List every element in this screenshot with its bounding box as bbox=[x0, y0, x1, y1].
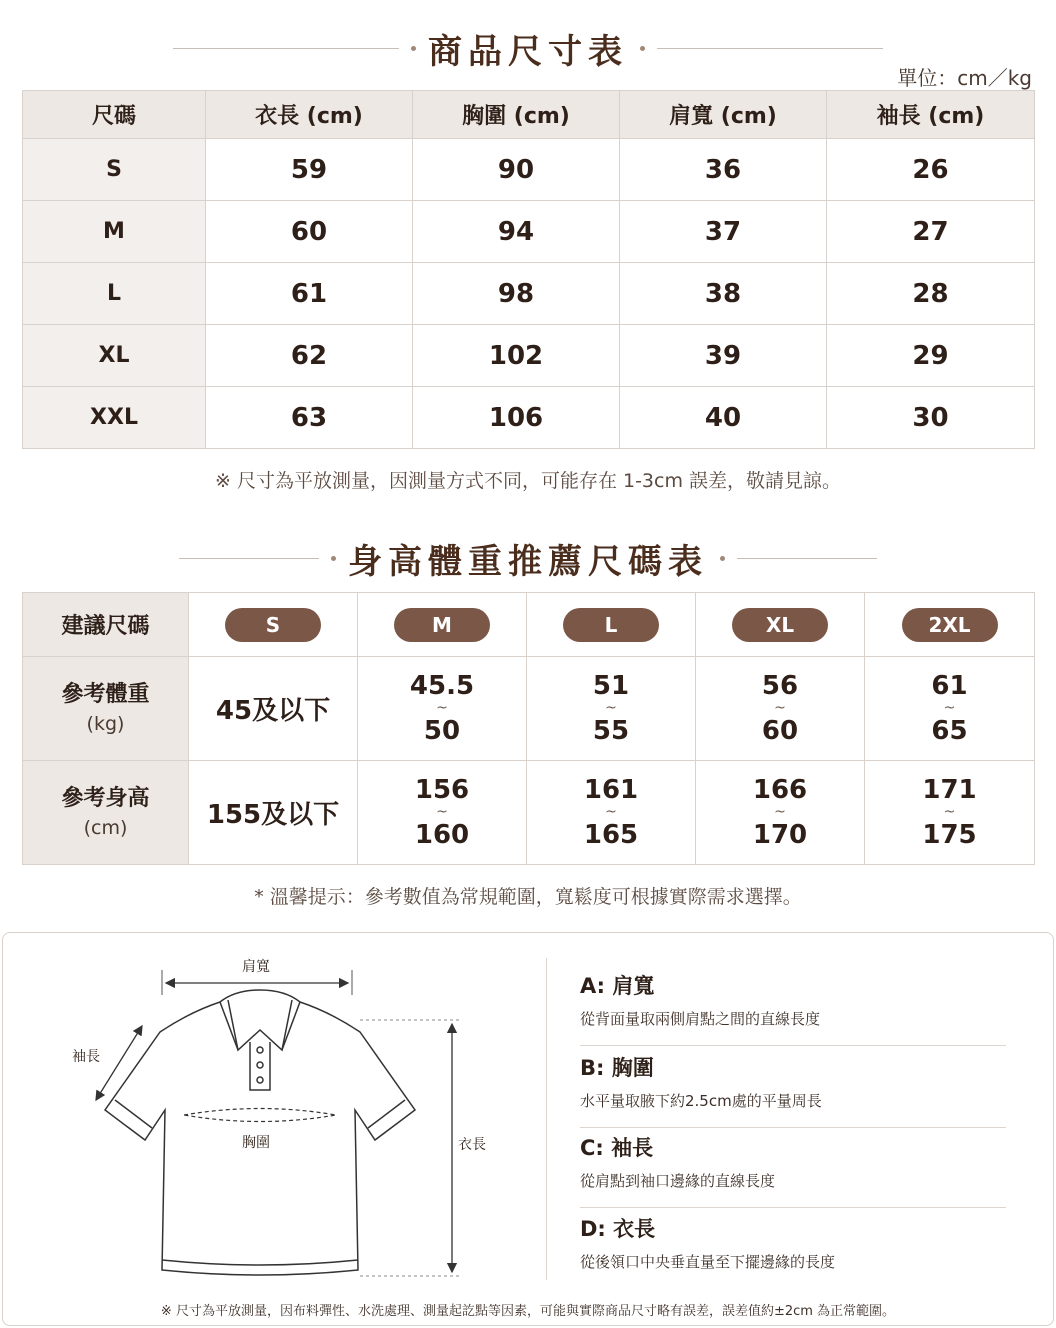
measurement-title: B: 胸圍 bbox=[580, 1056, 654, 1080]
footer-note: ※ 尺寸為平放測量，因布料彈性、水洗處理、測量起訖點等因素，可能與實際商品尺寸略有誤差，誤差值約±2cm 為正常範圍。 bbox=[160, 1304, 896, 1319]
size-chart-header-row bbox=[23, 91, 1035, 139]
measurement-desc: 從肩點到袖口邊緣的直線長度 bbox=[580, 1172, 776, 1190]
header-chest: 胸圍 (cm) bbox=[413, 91, 620, 139]
unit-label: 單位：cm／kg bbox=[897, 66, 1032, 90]
title-dot bbox=[640, 46, 645, 51]
range-to: 160 bbox=[414, 819, 470, 850]
range-to: 50 bbox=[423, 715, 461, 746]
size-pill: XL bbox=[732, 608, 828, 642]
header-sleeve: 袖長 (cm) bbox=[827, 91, 1035, 139]
measurement-desc: 從背面量取兩側肩點之間的直線長度 bbox=[580, 1010, 821, 1028]
size-chart-title: 商品尺寸表 bbox=[428, 32, 628, 72]
header-shoulder: 肩寬 (cm) bbox=[620, 91, 827, 139]
height-s-value: 155及以下 bbox=[189, 761, 358, 865]
weight-row bbox=[23, 657, 1035, 761]
range-from: 51 bbox=[592, 670, 630, 701]
range-tilde: ~ bbox=[943, 700, 956, 717]
range-tilde: ~ bbox=[774, 804, 786, 821]
title-line-left bbox=[179, 558, 319, 559]
diagram-label-shoulder: 肩寬 bbox=[242, 959, 270, 975]
measurement-title: A: 肩寬 bbox=[580, 974, 655, 998]
recommend-chart-title-row bbox=[0, 534, 1056, 583]
table-row bbox=[23, 201, 1035, 263]
title-dot bbox=[411, 46, 416, 51]
weight-unit: (kg) bbox=[86, 712, 125, 735]
size-pill-cell bbox=[865, 593, 1035, 657]
measurement-item bbox=[580, 1132, 1006, 1208]
size-pill: L bbox=[563, 608, 659, 642]
panel-divider bbox=[546, 958, 547, 1280]
recommend-chart-title: 身高體重推薦尺碼表 bbox=[348, 542, 708, 582]
table-row bbox=[23, 325, 1035, 387]
range-to: 55 bbox=[592, 715, 630, 746]
title-line-right bbox=[737, 558, 877, 559]
table-row bbox=[23, 263, 1035, 325]
title-dot bbox=[331, 556, 336, 561]
weight-range bbox=[865, 657, 1035, 761]
height-range bbox=[527, 761, 696, 865]
length-cell: 63 bbox=[206, 387, 413, 449]
weight-row-head bbox=[23, 657, 189, 761]
size-pill-cell bbox=[358, 593, 527, 657]
measurement-item bbox=[580, 1213, 1006, 1272]
size-cell: XXL bbox=[23, 387, 206, 449]
range-tilde: ~ bbox=[436, 804, 448, 821]
measurement-desc: 從後領口中央垂直量至下擺邊緣的長度 bbox=[580, 1253, 836, 1271]
height-label: 參考身高 bbox=[61, 785, 150, 811]
range-tilde: ~ bbox=[436, 700, 448, 717]
measurement-item bbox=[580, 1052, 1006, 1128]
length-cell: 60 bbox=[206, 201, 413, 263]
recommend-chart-note: * 溫馨提示：參考數值為常規範圍，寬鬆度可根據實際需求選擇。 bbox=[254, 886, 802, 908]
range-from: 166 bbox=[752, 774, 808, 805]
height-row bbox=[23, 761, 1035, 865]
size-pill: 2XL bbox=[902, 608, 998, 642]
size-cell: S bbox=[23, 139, 206, 201]
header-length: 衣長 (cm) bbox=[206, 91, 413, 139]
range-tilde: ~ bbox=[605, 804, 617, 821]
range-from: 171 bbox=[922, 774, 977, 805]
polo-shirt-diagram bbox=[60, 950, 540, 1290]
length-cell: 62 bbox=[206, 325, 413, 387]
size-cell: L bbox=[23, 263, 206, 325]
sleeve-cell: 27 bbox=[827, 201, 1035, 263]
title-line-right bbox=[657, 48, 883, 49]
shoulder-cell: 39 bbox=[620, 325, 827, 387]
weight-range bbox=[358, 657, 527, 761]
height-unit: (cm) bbox=[83, 816, 128, 839]
measurement-separator bbox=[580, 1045, 1006, 1046]
size-pill-cell bbox=[696, 593, 865, 657]
weight-s-value: 45及以下 bbox=[189, 657, 358, 761]
length-cell: 59 bbox=[206, 139, 413, 201]
size-pill-cell bbox=[527, 593, 696, 657]
measurement-title: D: 衣長 bbox=[580, 1217, 656, 1241]
range-from: 61 bbox=[931, 670, 968, 701]
size-cell: M bbox=[23, 201, 206, 263]
size-pill: S bbox=[225, 608, 321, 642]
table-row bbox=[23, 387, 1035, 449]
size-pill-cell bbox=[189, 593, 358, 657]
size-header-row bbox=[23, 593, 1035, 657]
diagram-label-chest: 胸圍 bbox=[242, 1135, 270, 1151]
sleeve-cell: 30 bbox=[827, 387, 1035, 449]
range-to: 175 bbox=[922, 819, 977, 850]
size-pill: M bbox=[394, 608, 490, 642]
height-range bbox=[696, 761, 865, 865]
range-tilde: ~ bbox=[774, 700, 786, 717]
shoulder-cell: 40 bbox=[620, 387, 827, 449]
weight-range bbox=[696, 657, 865, 761]
measurement-desc: 水平量取腋下約2.5cm處的平量周長 bbox=[580, 1092, 822, 1110]
weight-label: 參考體重 bbox=[61, 681, 150, 707]
header-size: 尺碼 bbox=[23, 91, 206, 139]
shoulder-cell: 36 bbox=[620, 139, 827, 201]
chest-cell: 106 bbox=[413, 387, 620, 449]
range-tilde: ~ bbox=[605, 700, 617, 717]
measurement-separator bbox=[580, 1207, 1006, 1208]
size-chart-note: ※ 尺寸為平放測量，因測量方式不同，可能存在 1-3cm 誤差，敬請見諒。 bbox=[214, 470, 842, 492]
range-from: 56 bbox=[761, 670, 799, 701]
range-from: 45.5 bbox=[409, 670, 475, 701]
chest-cell: 94 bbox=[413, 201, 620, 263]
chest-cell: 98 bbox=[413, 263, 620, 325]
table-row bbox=[23, 139, 1035, 201]
recommend-chart-table bbox=[22, 592, 1035, 865]
range-from: 161 bbox=[583, 774, 639, 805]
diagram-label-sleeve: 袖長 bbox=[72, 1049, 100, 1065]
weight-range bbox=[527, 657, 696, 761]
sleeve-cell: 28 bbox=[827, 263, 1035, 325]
range-to: 60 bbox=[761, 715, 799, 746]
title-dot bbox=[720, 556, 725, 561]
measurement-separator bbox=[580, 1127, 1006, 1128]
sleeve-cell: 26 bbox=[827, 139, 1035, 201]
chest-cell: 102 bbox=[413, 325, 620, 387]
chest-arrow bbox=[184, 1109, 336, 1122]
sleeve-cell: 29 bbox=[827, 325, 1035, 387]
range-tilde: ~ bbox=[943, 804, 956, 821]
height-row-head bbox=[23, 761, 189, 865]
measurement-item bbox=[580, 970, 1006, 1046]
title-line-left bbox=[173, 48, 399, 49]
range-to: 170 bbox=[752, 819, 808, 850]
size-cell: XL bbox=[23, 325, 206, 387]
shoulder-cell: 37 bbox=[620, 201, 827, 263]
length-cell: 61 bbox=[206, 263, 413, 325]
range-from: 156 bbox=[414, 774, 470, 805]
size-chart-table bbox=[22, 90, 1035, 449]
diagram-label-length: 衣長 bbox=[458, 1137, 486, 1153]
range-to: 165 bbox=[583, 819, 639, 850]
range-to: 65 bbox=[931, 715, 968, 746]
height-range bbox=[865, 761, 1035, 865]
recommend-head-label: 建議尺碼 bbox=[23, 593, 189, 657]
chest-cell: 90 bbox=[413, 139, 620, 201]
shoulder-cell: 38 bbox=[620, 263, 827, 325]
measurement-title: C: 袖長 bbox=[580, 1136, 654, 1160]
height-range bbox=[358, 761, 527, 865]
